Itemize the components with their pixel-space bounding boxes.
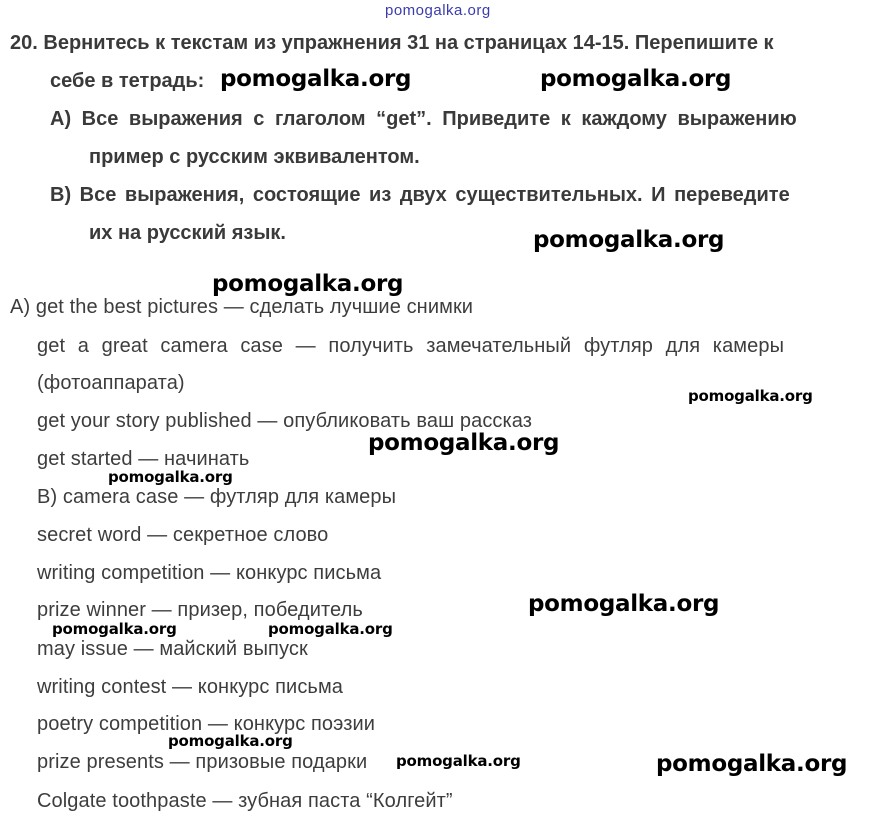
watermark-text: pomogalka.org [533,227,725,253]
task-number: 20. [10,32,38,54]
header-site-label: pomogalka.org [385,2,491,19]
answer-line: writing competition — конкурс письма [37,562,382,584]
watermark-text: pomogalka.org [368,430,560,456]
answer-line: poetry competition — конкурс поэзии [37,713,376,735]
task-part-b-line-1: B) Все выражения, состоящие из двух существительных. И переведите [50,184,790,206]
watermark-text: pomogalka.org [220,66,412,92]
answer-line: prize winner — призер, победитель [37,599,363,621]
watermark-text: pomogalka.org [656,751,848,777]
task-line-1 [10,32,868,55]
answer-line: B) camera case — футляр для камеры [37,486,397,508]
watermark-text: pomogalka.org [540,66,732,92]
answer-line: Colgate toothpaste — зубная паста “Колгейт” [37,790,453,812]
answer-line: prize presents — призовые подарки [37,751,368,773]
watermark-text: pomogalka.org [528,591,720,617]
task-part-b-line-2: их на русский язык. [89,222,286,244]
task-text-1: Вернитесь к текстам из упражнения 31 на страницах 14-15. Перепишите к [43,32,774,54]
task-part-a-line-1: A) Все выражения с глаголом “get”. Приведите к каждому выражению [50,108,797,130]
watermark-text: pomogalka.org [168,732,293,750]
answer-line: may issue — майский выпуск [37,638,308,660]
task-line-2: себе в тетрадь: [50,70,205,92]
watermark-text: pomogalka.org [108,468,233,486]
answer-line: A) get the best pictures — сделать лучшие снимки [10,296,474,318]
task-part-a-line-2: пример с русским эквивалентом. [89,146,420,168]
answer-line: writing contest — конкурс письма [37,676,344,698]
watermark-text: pomogalka.org [396,752,521,770]
watermark-text: pomogalka.org [212,271,404,297]
answer-line: get your story published — опубликовать ваш рассказ [37,410,533,432]
answer-line: get a great camera case — получить замечательный футляр для камеры [37,335,785,357]
watermark-text: pomogalka.org [688,387,813,405]
answer-line: (фотоаппарата) [37,372,185,394]
answer-line: secret word — секретное слово [37,524,329,546]
answer-line: get started — начинать [37,448,250,470]
watermark-text: pomogalka.org [268,620,393,638]
watermark-text: pomogalka.org [52,620,177,638]
